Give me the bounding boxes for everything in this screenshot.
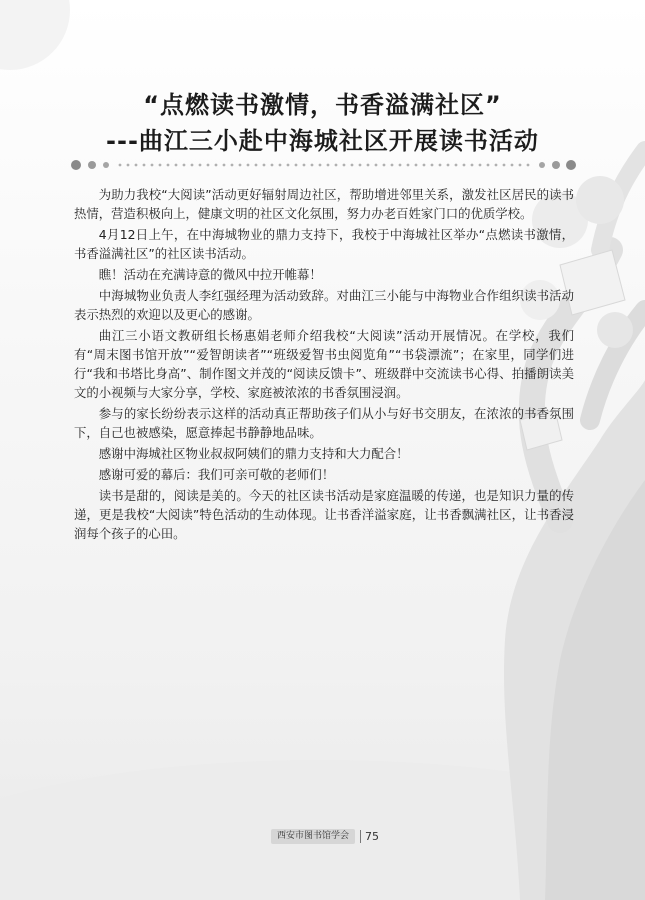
article-body <box>74 185 574 545</box>
page-footer <box>271 828 379 844</box>
paragraph: 感谢可爱的幕后：我们可亲可敬的老师们！ <box>98 467 335 482</box>
title-line-2: ---曲江三小赴中海城社区开展读书活动 <box>106 127 539 155</box>
dotted-divider <box>70 155 578 175</box>
title-line-1: “点燃读书激情，书香溢满社区” <box>143 91 502 119</box>
page-number: 75 <box>360 830 379 843</box>
paragraph: 读书是甜的，阅读是美的。今天的社区读书活动是家庭温暖的传递，也是知识力量的传递，更是我校“大阅读”特色活动的生动体现。让书香洋溢家庭，让书香飘满社区，让书香浸润每个孩子的心田。 <box>74 488 574 541</box>
paragraph: 4月12日上午，在中海城物业的鼎力支持下，我校于中海城社区举办“点燃读书激情，书香溢满社区”的社区读书活动。 <box>74 227 574 261</box>
paragraph: 瞧！活动在充满诗意的微风中拉开帷幕！ <box>98 267 322 282</box>
paragraph: 为助力我校“大阅读”活动更好辐射周边社区，帮助增进邻里关系，激发社区居民的读书热情，营造积极向上，健康文明的社区文化氛围，努力办老百姓家门口的优质学校。 <box>74 187 574 221</box>
paragraph: 曲江三小语文教研组长杨惠娟老师介绍我校“大阅读”活动开展情况。在学校，我们有“周末图书馆开放”“爱智朗读者”“班级爱智书虫阅览角”“书袋漂流”；在家里，同学们进行“我和书塔比身高”、制作图文并茂的“阅读反馈卡”、班级群中交流读书心得、拍播朗读美文的小视频与大家分享，学校、家庭被浓浓的书香氛围浸润。 <box>74 328 574 400</box>
publisher-label: 西安市图书馆学会 <box>271 829 355 844</box>
paragraph: 中海城物业负责人李红强经理为活动致辞。对曲江三小能与中海物业合作组织读书活动表示热烈的欢迎以及更心的感谢。 <box>74 288 574 322</box>
article-title <box>0 88 645 158</box>
paragraph: 感谢中海城社区物业叔叔阿姨们的鼎力支持和大力配合！ <box>98 446 409 461</box>
paragraph: 参与的家长纷纷表示这样的活动真正帮助孩子们从小与好书交朋友，在浓浓的书香氛围下，自己也被感染，愿意捧起书静静地品味。 <box>74 406 574 440</box>
